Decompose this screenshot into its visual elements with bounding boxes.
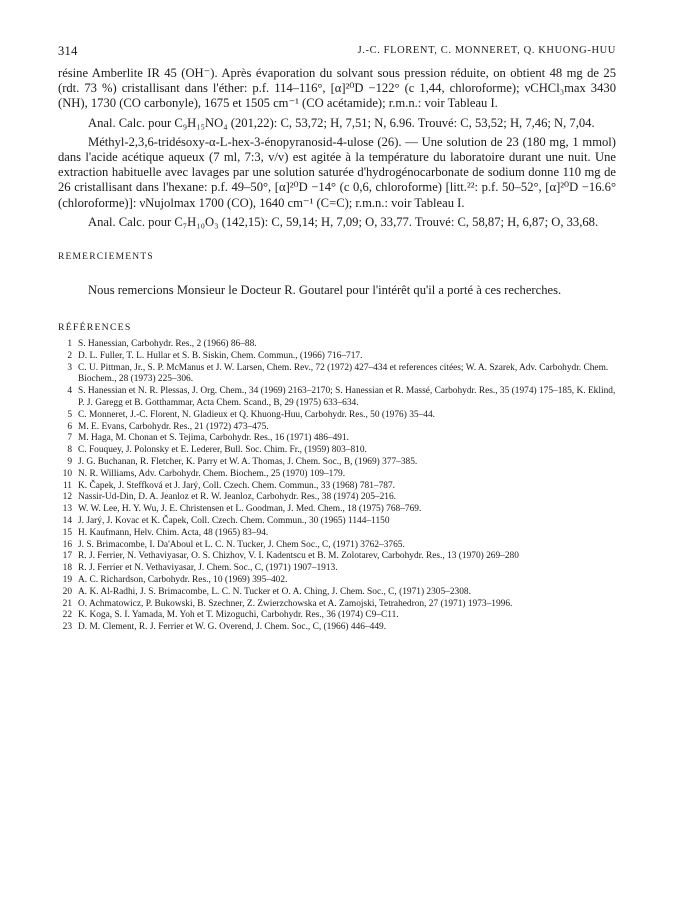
reference-item: [58, 540, 616, 552]
reference-number: 1: [67, 339, 72, 350]
reference-text: R. J. Ferrier et N. Vethaviyasar, J. Chem. Soc., C, (1971) 1907–1913.: [78, 563, 338, 574]
reference-text: S. Hanessian et N. R. Plessas, J. Org. Chem., 34 (1969) 2163–2170; S. Hanessian et R. Massé, Carbohydr. Res., 35 (1974) 175–185, K. Eklind, P. J. Garegg et B. Gotthammar, Acta Chem. Scand., B, 29 (1975) 633–634.: [78, 386, 616, 409]
reference-number: 20: [62, 586, 72, 597]
reference-item: [58, 610, 616, 622]
reference-text: A. C. Richardson, Carbohydr. Res., 10 (1969) 395–402.: [78, 574, 288, 585]
reference-number: 7: [67, 433, 72, 444]
reference-number: 12: [62, 492, 72, 503]
page-number: 314: [58, 44, 78, 58]
reference-item: [58, 410, 616, 422]
reference-number: 17: [62, 551, 72, 562]
reference-item: [58, 563, 616, 575]
reference-number: 13: [62, 504, 72, 515]
reference-number: 10: [62, 468, 72, 479]
reference-item: [58, 587, 616, 599]
reference-text: A. K. Al-Radhi, J. S. Brimacombe, L. C. N. Tucker et O. A. Ching, J. Chem. Soc., C, (1971) 2305–2308.: [78, 586, 471, 597]
reference-item: [58, 492, 616, 504]
reference-item: [58, 445, 616, 457]
references-heading: RÉFÉRENCES: [58, 322, 132, 334]
reference-number: 9: [67, 457, 72, 467]
reference-number: 11: [62, 480, 72, 491]
reference-number: 8: [67, 445, 72, 456]
reference-item: [58, 422, 616, 434]
reference-text: C. Monneret, J.-C. Florent, N. Gladieux et Q. Khuong-Huu, Carbohydr. Res., 50 (1976) 35–44.: [78, 409, 435, 420]
reference-text: W. W. Lee, H. Y. Wu, J. E. Christensen et L. Goodman, J. Med. Chem., 18 (1975) 768–769.: [78, 504, 422, 515]
analysis-paragraph-2: Anal. Calc. pour C₇H₁₀O₃ (142,15): C, 59,14; H, 7,09; O, 33,77. Trouvé: C, 58,87; H, 6,87; O, 33,68.: [88, 214, 599, 229]
reference-item: [58, 433, 616, 445]
reference-item: [58, 551, 616, 563]
reference-text: O. Achmatowicz, P. Bukowski, B. Szechner, Z. Zwierzchowska et A. Zamojski, Tetrahedron, 27 (1971) 1973–1996.: [78, 598, 513, 609]
reference-text: J. G. Buchanan, R. Fletcher, K. Parry et W. A. Thomas, J. Chem. Soc., B, (1969) 377–385.: [78, 457, 418, 467]
reference-item: [58, 575, 616, 587]
reference-number: 4: [67, 386, 72, 397]
reference-item: [58, 528, 616, 540]
running-head: J.-C. FLORENT, C. MONNERET, Q. KHUONG-HUU: [357, 45, 616, 56]
body-paragraph-compound-26: Méthyl-2,3,6-tridésoxy-α-L-hex-3-énopyranosid-4-ulose (26). — Une solution de 23 (180 mg, 1 mmol) dans l'acide acétique aqueux (7 ml, 7:3, v/v) est agitée à la température du laboratoire durant une nuit. Une extraction habituelle avec lavages par une solution saturée d'hydrogénocarbonate de sodium donne 110 mg de 26 cristallisant dans l'hexane: p.f. 49–50°, [α]²⁰D −14° (c 0,6, chloroforme) [litt.²²: p.f. 50–52°, [α]²⁰D −16.6° (chloroforme)]: νNujolmax 1700 (CO), 1640 cm⁻¹ (C=C); r.m.n.: voir Tableau I.: [58, 134, 616, 210]
reference-text: J. Jarý, J. Kovac et K. Čapek, Coll. Czech. Chem. Commun., 30 (1965) 1144–1150: [78, 515, 390, 526]
reference-number: 23: [62, 622, 72, 633]
reference-text: C. U. Pittman, Jr., S. P. McManus et J. W. Larsen, Chem. Rev., 72 (1972) 427–434 et references citées; W. A. Szarek, Adv. Carbohydr. Chem. Biochem., 28 (1973) 225–306.: [78, 362, 609, 385]
reference-item: [58, 469, 616, 481]
reference-text: J. S. Brimacombe, I. Da'Aboul et L. C. N. Tucker, J. Chem Soc., C, (1971) 3762–3765.: [78, 539, 405, 550]
reference-text: M. E. Evans, Carbohydr. Res., 21 (1972) 473–475.: [78, 421, 269, 432]
reference-item: [58, 386, 616, 410]
reference-text: K. Koga, S. I. Yamada, M. Yoh et T. Mizoguchi, Carbohydr. Res., 36 (1974) C9–C11.: [78, 610, 399, 621]
page-header: [58, 44, 616, 66]
reference-text: D. M. Clement, R. J. Ferrier et W. G. Overend, J. Chem. Soc., C, (1966) 446–449.: [78, 622, 387, 633]
reference-text: R. J. Ferrier, N. Vethaviyasar, O. S. Chizhov, V. I. Kadentscu et B. M. Zolotarev, Carbohydr. Res., 13 (1970) 269–280: [78, 551, 519, 562]
reference-text: N. R. Williams, Adv. Carbohydr. Chem. Biochem., 25 (1970) 109–179.: [78, 468, 346, 479]
reference-number: 18: [62, 563, 72, 574]
reference-text: C. Fouquey, J. Polonsky et E. Lederer, Bull. Soc. Chim. Fr., (1959) 803–810.: [78, 445, 367, 456]
reference-text: S. Hanessian, Carbohydr. Res., 2 (1966) 86–88.: [78, 339, 257, 350]
reference-text: K. Čapek, J. Steffková et J. Jarý, Coll. Czech. Chem. Commun., 33 (1968) 781–787.: [78, 480, 395, 491]
reference-text: Nassir-Ud-Din, D. A. Jeanloz et R. W. Jeanloz, Carbohydr. Res., 38 (1974) 205–216.: [78, 492, 396, 503]
body-paragraph-1: résine Amberlite IR 45 (OH⁻). Après évaporation du solvant sous pression réduite, on obtient 48 mg de 25 (rdt. 73 %) cristallisant dans l'éther: p.f. 114–116°, [α]²⁰D −122° (c 1,44, chloroforme); νCHCl₃max 3430 (NH), 1730 (CO carbonyle), 1675 et 1505 cm⁻¹ (CO acétamide); r.m.n.: voir Tableau I.: [58, 66, 616, 111]
reference-text: D. L. Fuller, T. L. Hullar et S. B. Siskin, Chem. Commun., (1966) 716–717.: [78, 350, 363, 361]
reference-text: H. Kaufmann, Helv. Chim. Acta, 48 (1965) 83–94.: [78, 527, 269, 538]
reference-item: [58, 599, 616, 611]
reference-item: [58, 457, 616, 469]
reference-number: 15: [62, 527, 72, 538]
reference-number: 14: [62, 515, 72, 526]
reference-number: 21: [62, 598, 72, 609]
reference-item: [58, 351, 616, 363]
reference-item: [58, 622, 616, 634]
reference-number: 19: [62, 574, 72, 585]
reference-number: 22: [62, 610, 72, 621]
reference-item: [58, 481, 616, 493]
reference-number: 16: [62, 539, 72, 550]
reference-item: [58, 516, 616, 528]
references-list: [58, 339, 616, 634]
reference-number: 5: [67, 409, 72, 420]
reference-number: 3: [67, 362, 72, 373]
reference-item: [58, 363, 616, 387]
reference-item: [58, 504, 616, 516]
acknowledgements-heading: REMERCIEMENTS: [58, 252, 154, 263]
analysis-paragraph-1: Anal. Calc. pour C₉H₁₅NO₄ (201,22): C, 53,72; H, 7,51; N, 6.96. Trouvé: C, 53,52; H, 7,46; N, 7,04.: [88, 115, 595, 130]
reference-number: 6: [67, 421, 72, 432]
reference-text: M. Haga, M. Chonan et S. Tejima, Carbohydr. Res., 16 (1971) 486–491.: [78, 433, 350, 444]
acknowledgements-text: Nous remercions Monsieur le Docteur R. Goutarel pour l'intérêt qu'il a porté à ces recherches.: [88, 283, 562, 298]
reference-item: [58, 339, 616, 351]
reference-number: 2: [67, 350, 72, 361]
